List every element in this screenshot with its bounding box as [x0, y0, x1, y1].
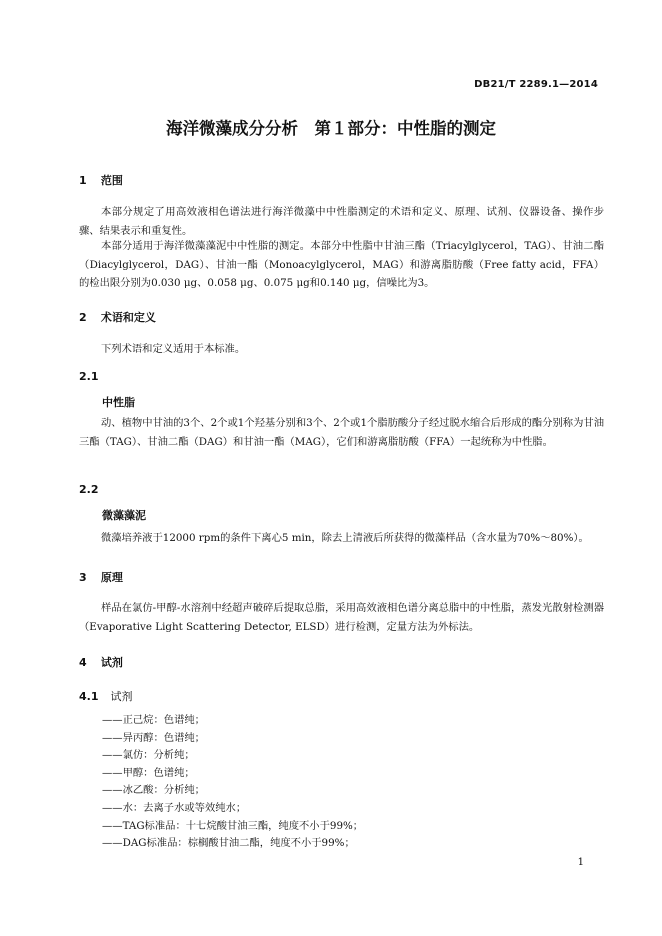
- terms-intro: 下列术语和定义适用于本标准。: [101, 343, 246, 355]
- subsection-number: 4.1: [79, 690, 99, 703]
- reagent-list: [102, 712, 363, 853]
- term-number-2-1: 2.1: [79, 370, 99, 383]
- section-heading-principle: [79, 569, 123, 585]
- principle-paragraph: 样品在氯仿-甲醇-水溶剂中经超声破碎后提取总脂，采用高效液相色谱分离总脂中的中性脂，蒸发光散射检测器（Evaporative Light Scattering Detector, ELSD）进行检测，定量方法为外标法。: [79, 602, 604, 633]
- list-item: ——水：去离子水或等效纯水；: [102, 801, 247, 814]
- term-neutral-lipid-definition: 动、植物中甘油的3个、2个或1个羟基分别和3个、2个或1个脂肪酸分子经过脱水缩合后形成的酯分别称为甘油三酯（TAG）、甘油二酯（DAG）和甘油一酯（MAG），它们和游离脂肪酸（FFA）一起统称为中性脂。: [79, 417, 604, 448]
- scope-paragraph-1: 本部分规定了用高效液相色谱法进行海洋微藻中中性脂测定的术语和定义、原理、试剂、仪器设备、操作步骤、结果表示和重复性。: [79, 206, 604, 237]
- section-number: 4: [79, 656, 87, 669]
- subsection-heading-reagents: [79, 688, 133, 704]
- section-title: 术语和定义: [100, 311, 156, 324]
- section-title: 试剂: [100, 656, 123, 669]
- subsection-title: 试剂: [110, 690, 133, 703]
- document-title: 海洋微藻成分分析 第１部分：中性脂的测定: [166, 119, 496, 138]
- list-item: ——氯仿：分析纯；: [102, 749, 195, 762]
- term-number-2-2: 2.2: [79, 483, 99, 496]
- standard-number: DB21/T 2289.1—2014: [474, 79, 598, 90]
- list-item: ——DAG标准品：棕榈酸甘油二酯，纯度不小于99%；: [102, 837, 355, 850]
- term-microalgae-paste: 微藻藻泥: [102, 509, 146, 522]
- term-microalgae-paste-definition: 微藻培养液于12000 rpm的条件下离心5 min，除去上清液后所获得的微藻样品（含水量为70%～80%）。: [101, 532, 589, 544]
- list-item: ——甲醇：色谱纯；: [102, 766, 195, 779]
- list-item: ——正己烷：色谱纯；: [102, 714, 205, 726]
- section-number: 3: [79, 571, 87, 584]
- section-heading-terms: [79, 309, 156, 325]
- list-item: ——异丙醇：色谱纯；: [102, 731, 205, 744]
- section-heading-reagents: [79, 654, 123, 670]
- section-number: 2: [79, 311, 87, 324]
- page-number: 1: [577, 857, 584, 868]
- section-title: 范围: [100, 174, 123, 187]
- term-neutral-lipid: 中性脂: [102, 396, 135, 409]
- scope-paragraph-2: 本部分适用于海洋微藻藻泥中中性脂的测定。本部分中性脂中甘油三酯（Triacylglycerol，TAG）、甘油二酯（Diacylglycerol，DAG）、甘油一酯（Monoacylglycerol，MAG）和游离脂肪酸（Free fatty acid，FFA）的检出限分别为0.030 μg、0.058 μg、0.075 μg和0.140 μg，信噪比为3。: [79, 240, 604, 289]
- section-heading-scope: [79, 172, 123, 188]
- section-number: 1: [79, 174, 87, 187]
- list-item: ——冰乙酸：分析纯；: [102, 784, 205, 797]
- section-title: 原理: [100, 571, 123, 584]
- list-item: ——TAG标准品：十七烷酸甘油三酯，纯度不小于99%；: [102, 819, 364, 832]
